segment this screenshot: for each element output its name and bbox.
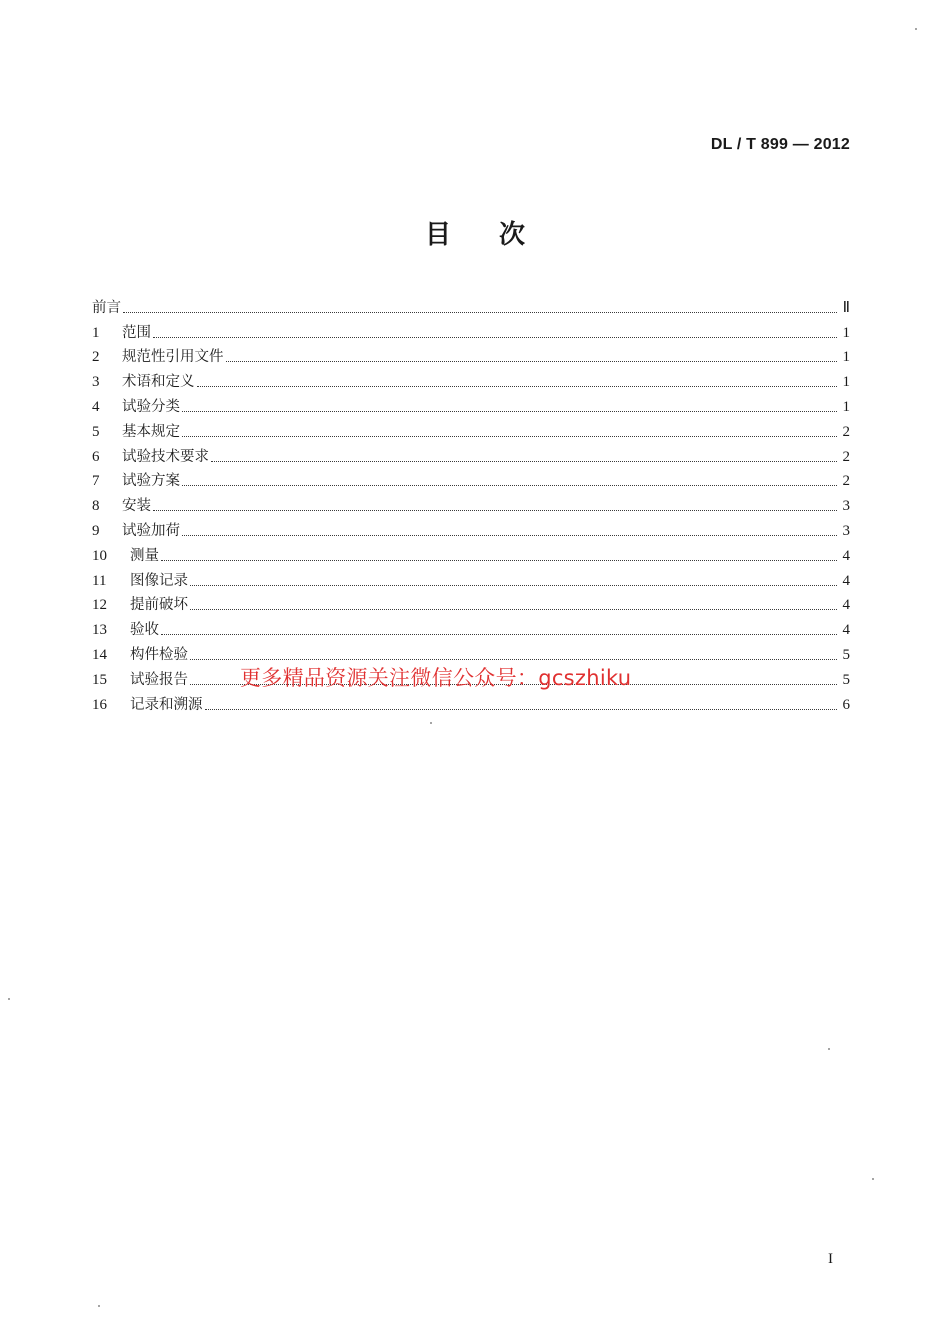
toc-entry-number: 16: [92, 696, 107, 713]
toc-entry-label: 测量: [130, 547, 159, 564]
scan-speck: [872, 1178, 874, 1180]
toc-entry[interactable]: [92, 466, 850, 491]
toc-entry-label: 范围: [122, 324, 151, 341]
toc-entry[interactable]: [92, 490, 850, 515]
toc-entry-page: 4: [842, 547, 850, 564]
toc-entry-number: 7: [92, 473, 100, 490]
toc-entry-label: 安装: [122, 498, 151, 515]
toc-entry[interactable]: [92, 689, 850, 714]
page-number: I: [828, 1251, 833, 1267]
toc-entry-number: 5: [92, 423, 100, 440]
toc-entry-label: 图像记录: [130, 572, 188, 589]
toc-dot-leader: [182, 436, 837, 437]
toc-dot-leader: [197, 386, 838, 387]
toc-entry-page: 3: [842, 498, 850, 515]
watermark-text: 更多精品资源关注微信公众号：gcszhiku: [240, 666, 632, 690]
scan-speck: [430, 722, 432, 724]
toc-entry-number: 1: [92, 324, 100, 341]
toc-dot-leader: [161, 634, 837, 635]
toc-entry-number: 2: [92, 349, 100, 366]
toc-entry-label: 验收: [130, 622, 159, 639]
toc-dot-leader: [211, 461, 837, 462]
toc-entry[interactable]: [92, 441, 850, 466]
toc-entry[interactable]: [92, 515, 850, 540]
toc-entry-label: 试验技术要求: [122, 448, 209, 465]
toc-entry-number: 14: [92, 646, 107, 663]
toc-entry-page: 1: [842, 374, 850, 391]
toc-entry-label: 试验分类: [122, 398, 180, 415]
toc-entry[interactable]: [92, 540, 850, 565]
toc-entry-page: 2: [842, 473, 850, 490]
toc-entry-number: 12: [92, 597, 107, 614]
toc-entry-page: 4: [842, 597, 850, 614]
toc-entry[interactable]: [92, 366, 850, 391]
toc-entry-number: 6: [92, 448, 100, 465]
toc-entry-number: 11: [92, 572, 107, 589]
toc-dot-leader: [182, 535, 837, 536]
toc-entry-page: 3: [842, 522, 850, 539]
toc-entry-label: 构件检验: [130, 646, 188, 663]
toc-dot-leader: [226, 361, 838, 362]
toc-entry-number: 3: [92, 374, 100, 391]
toc-entry-number: 4: [92, 398, 100, 415]
toc-entry-label: 规范性引用文件: [122, 349, 224, 366]
standard-code: DL / T 899 — 2012: [710, 136, 850, 153]
toc-entry-number: 8: [92, 498, 100, 515]
scan-speck: [98, 1305, 100, 1307]
toc-entry-number: 10: [92, 547, 107, 564]
scan-speck: [828, 1048, 830, 1050]
toc-title: [0, 214, 950, 251]
toc-entry-page: 6: [842, 696, 850, 713]
toc-entry-page: 1: [842, 324, 850, 341]
toc-dot-leader: [182, 411, 837, 412]
toc-entry-label: 试验加荷: [122, 522, 180, 539]
toc-entry[interactable]: [92, 639, 850, 664]
toc-entry[interactable]: [92, 565, 850, 590]
toc-entry[interactable]: [92, 342, 850, 367]
toc-dot-leader: [190, 659, 837, 660]
toc-title-char-1: 目: [424, 220, 451, 250]
toc-entry-page: 5: [842, 671, 850, 688]
toc-entry[interactable]: [92, 416, 850, 441]
toc-dot-leader: [153, 510, 837, 511]
toc-entry-number: 15: [92, 671, 107, 688]
toc-entry-label: 基本规定: [122, 423, 180, 440]
toc-dot-leader: [205, 709, 838, 710]
toc-entry[interactable]: [92, 391, 850, 416]
toc-entry-page: 1: [842, 349, 850, 366]
toc-entry[interactable]: [92, 590, 850, 615]
toc-entry-page: 4: [842, 572, 850, 589]
scan-speck: [8, 998, 10, 1000]
toc-entry-label: 试验方案: [122, 473, 180, 490]
toc-entry-page: 2: [842, 423, 850, 440]
toc-entry-number: 9: [92, 522, 100, 539]
toc-entry-page: 2: [842, 448, 850, 465]
toc-dot-leader: [190, 585, 837, 586]
toc-entry-page: 5: [842, 646, 850, 663]
toc-dot-leader: [182, 485, 837, 486]
toc-entry[interactable]: [92, 614, 850, 639]
toc-entry-number: 13: [92, 622, 107, 639]
toc-entry-page: 1: [842, 398, 850, 415]
toc-dot-leader: [190, 609, 837, 610]
toc-entry-label: 前言: [92, 299, 121, 316]
toc-entry-page: 4: [842, 622, 850, 639]
toc-entry[interactable]: [92, 292, 850, 317]
toc-dot-leader: [153, 337, 837, 338]
toc-entry-label: 术语和定义: [122, 374, 195, 391]
toc-entry-label: 试验报告: [130, 671, 188, 688]
toc-dot-leader: [161, 560, 837, 561]
toc-entry-label: 记录和溯源: [130, 696, 203, 713]
table-of-contents: [92, 292, 850, 714]
scan-speck: [915, 28, 917, 30]
toc-title-char-2: 次: [499, 220, 526, 250]
toc-entry-label: 提前破坏: [130, 597, 188, 614]
toc-dot-leader: [123, 312, 837, 313]
toc-entry[interactable]: [92, 317, 850, 342]
toc-entry-page: Ⅱ: [842, 299, 850, 316]
